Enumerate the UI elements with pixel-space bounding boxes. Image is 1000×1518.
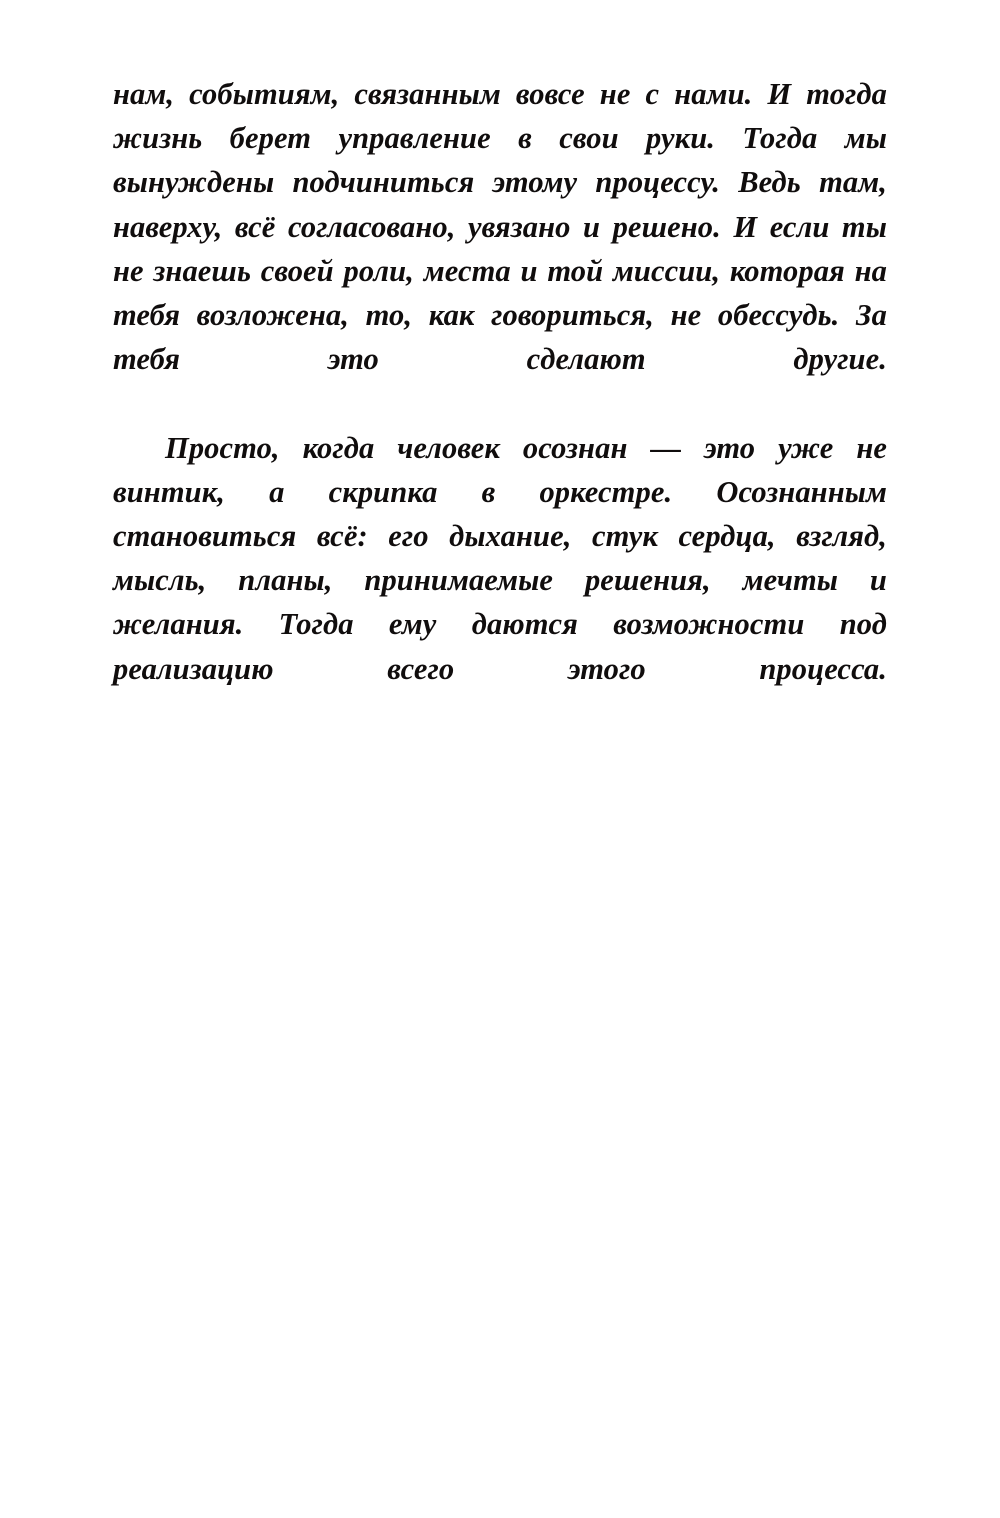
paragraph-2: Просто, когда человек осознан — это уже не винтик, а скрипка в оркестре. Осознанным становиться всё: его дыхание, стук сердца, взгляд, мысль, планы, принимаемые решения, мечты и желания. Тогда ему даются возможности под реализацию всего этого процесса. bbox=[113, 430, 887, 686]
paragraph-1: нам, событиям, связанным вовсе не с нами. И тогда жизнь берет управление в свои руки. Тогда мы вынуждены подчиниться этому процессу. Ведь там, наверху, всё согласовано, увязано и решено. И если ты не знаешь своей роли, места и той миссии, которая на тебя возложена, то, как говориться, не обессудь. За тебя это сделают другие. bbox=[113, 77, 887, 377]
body-text-column bbox=[113, 72, 887, 735]
